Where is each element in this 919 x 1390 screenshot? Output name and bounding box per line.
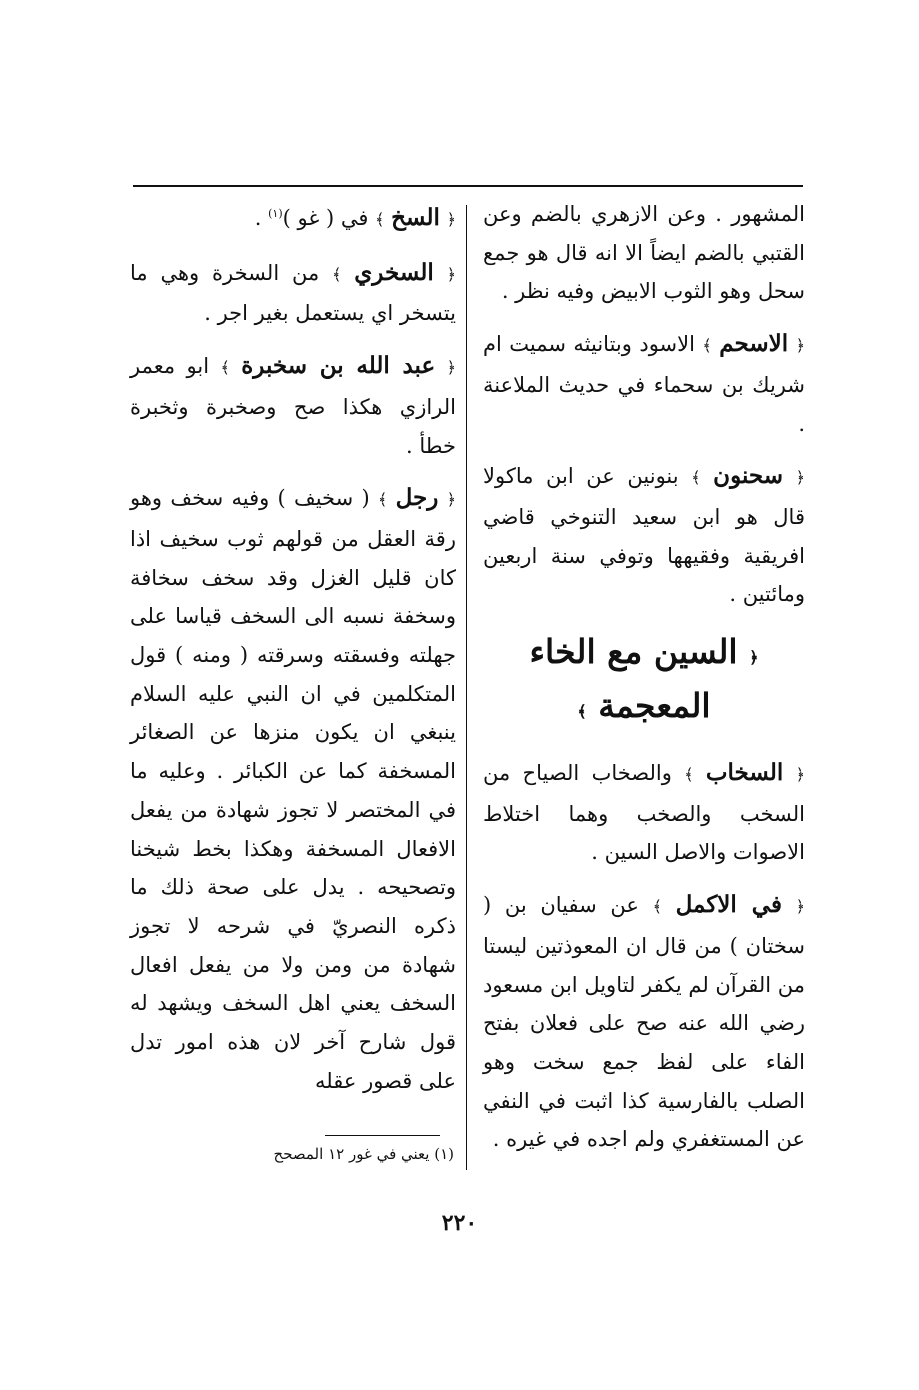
ornament-close: ﴾ [377, 490, 388, 510]
headword: سحنون [713, 462, 784, 490]
ornament-open: ﴿ [795, 468, 805, 488]
ornament-open: ﴿ [446, 358, 456, 378]
ornament-open: ﴿ [446, 210, 456, 229]
entry-text: في ( غو ) [282, 206, 369, 230]
entry-end: . [254, 206, 269, 230]
entry-text: بنونين عن ابن ماكولا قال هو ابن سعيد التنوخي قاضي افريقية وفقيهها وتوفي سنة اربعين ومائتين . [483, 464, 805, 607]
left-column [130, 195, 456, 1114]
entry-alsukhri [130, 254, 456, 333]
top-rule [133, 185, 803, 187]
entry-alsukh [130, 195, 456, 240]
entry-abdullah-ibn-sakhbara [130, 347, 456, 465]
right-column [483, 195, 805, 1173]
ornament-close: ﴾ [652, 897, 662, 917]
ornament-open: ﴿ [446, 490, 456, 510]
headword: في الاكمل [675, 891, 782, 919]
entry-text: المشهور . وعن الازهري بالضم وعن القتبي بالضم ايضاً الا انه قال هو جمع سحل وهو الثوب الابيض وفيه نظر . [483, 202, 805, 304]
ornament-open: ﴿ [446, 264, 456, 284]
entry-text: ( سخيف ) وفيه سخف وهو رقة العقل من قولهم ثوب سخيف اذا كان قليل الغزل وقد سخف سخافة وسخفة نسبه الى السخف قياسا على جهلته وفسقته وسرقته ( ومنه ) قول المتكلمين في ان النبي عليه السلام ينبغي ان يكون منزها عن الصغائر المسخفة كما عن الكبائر . وعليه ما في المختصر لا تجوز شهادة من يفعل الافعال المسخفة وهكذا بخط شيخنا وتصحيحه . يدل على صحة ذلك ما ذكره النصريّ في شرحه لا تجوز شهادة من ومن ولا من يفعل افعال السخف يعني اهل السخف ويشهد له قول شارح آخر لان هذه امور تدل على قصور عقله [130, 486, 456, 1093]
ornament-close: ﴾ [577, 702, 587, 722]
ornament-close: ﴾ [684, 765, 694, 785]
entry-text: عن سفيان بن ( سختان ) من قال ان المعوذتين ليستا من القرآن لم يكفر لتاويل ابن مسعود رضي الله عنه صح على فعلان بفتح الفاء على لفظ جمع سخت وهو الصلب بالفارسية كذا اثبت في النفي عن المستغفري ولم اجده في غيره . [482, 893, 805, 1152]
page-number: ٢٢٠ [441, 1210, 478, 1236]
column-divider [466, 205, 467, 1170]
footnote-rule [325, 1135, 440, 1136]
ornament-open: ﴿ [795, 336, 805, 356]
ornament-open: ﴿ [795, 897, 805, 917]
footnote-marker: (١) [268, 207, 283, 220]
ornament-close: ﴾ [691, 468, 701, 488]
entry-almashhur [483, 195, 805, 311]
ornament-close: ﴾ [220, 358, 230, 378]
headword: السخ [391, 204, 440, 231]
entry-alsikhab [483, 754, 805, 872]
headword: السخاب [705, 759, 784, 787]
ornament-close: ﴾ [332, 264, 342, 284]
ornament-close: ﴾ [375, 210, 385, 229]
entry-text: الاسود وبتانيثه سميت ام شريك بن سحماء في حديث الملاعنة . [483, 332, 805, 436]
section-title: السين مع الخاء المعجمة [529, 632, 738, 726]
entry-text: ابو معمر الرازي هكذا صح وصخبرة وثخبرة خطأ . [130, 354, 456, 458]
entry-sahnun [483, 457, 805, 614]
entry-text: والصخاب الصياح من السخب والصخب وهما اختلاط الاصوات والاصل السين . [483, 761, 805, 865]
headword: السخري [354, 258, 434, 286]
entry-alashamm [483, 325, 805, 443]
entry-fi-alakmal [483, 886, 805, 1159]
headword: رجل [395, 484, 439, 512]
entry-rajul [130, 479, 456, 1100]
ornament-open: ﴿ [749, 648, 759, 668]
headword: عبد الله بن سخبرة [241, 352, 436, 380]
headword: الاسحم [719, 330, 789, 358]
entry-text: من السخرة وهي ما يتسخر اي يستعمل بغير اجر . [130, 260, 456, 326]
section-heading [483, 628, 805, 736]
footnote: (١) يعني في غور ١٢ المصحح [273, 1145, 454, 1163]
ornament-close: ﴾ [702, 336, 712, 356]
ornament-open: ﴿ [795, 765, 805, 785]
